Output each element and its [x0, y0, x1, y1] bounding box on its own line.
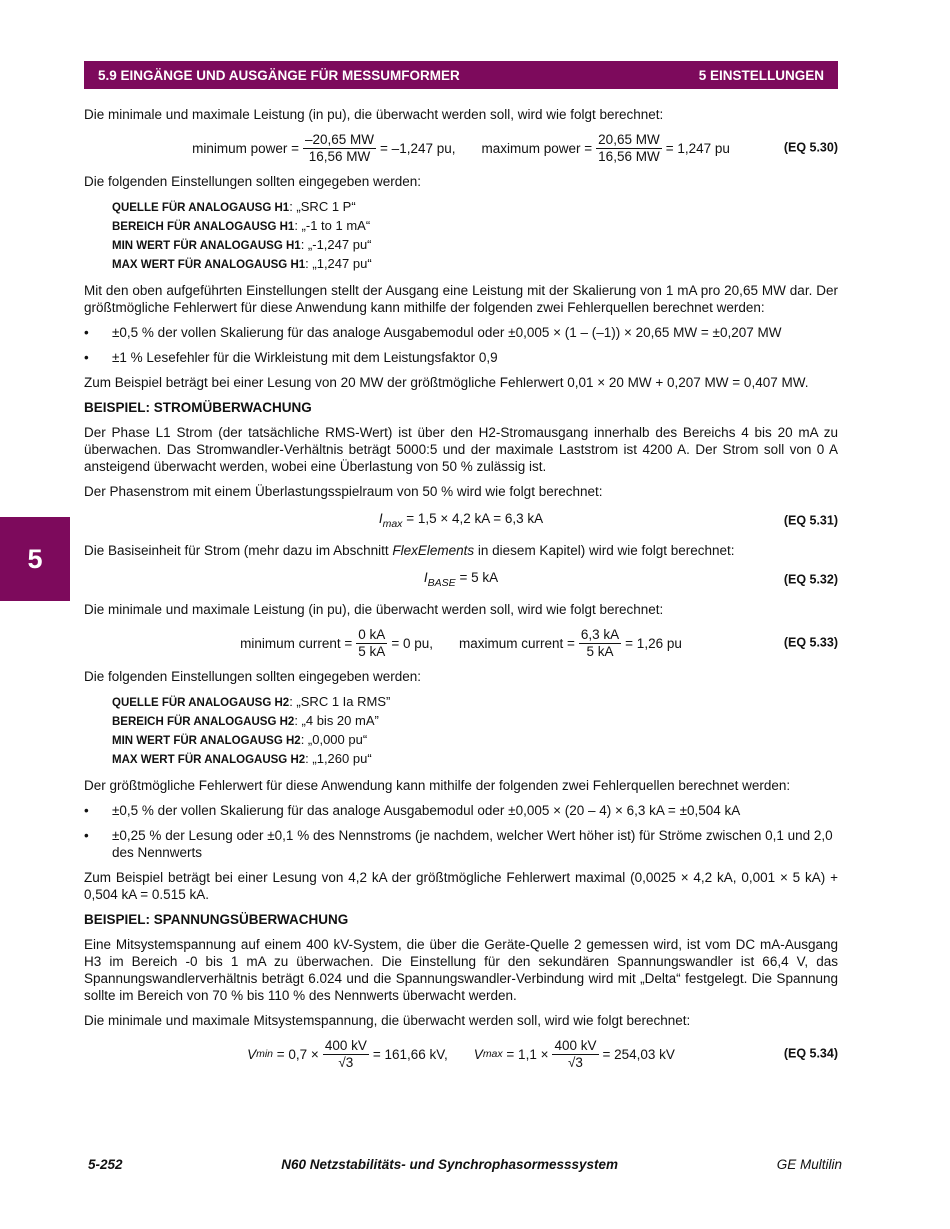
equation-label: (EQ 5.31)	[783, 513, 838, 528]
setting-line: MIN WERT FÜR ANALOGAUSG H2: „0,000 pu“	[112, 732, 368, 747]
settings-list-h1	[112, 198, 838, 274]
paragraph: Die minimale und maximale Mitsystemspannung, die überwacht werden soll, wird wie folgt berechnet:	[84, 1013, 691, 1028]
fraction: $\frac{-20,65 MW}{16,56 MW}$	[305, 131, 375, 164]
section-title: 5.9 EINGÄNGE UND AUSGÄNGE FÜR MESSUMFORMER	[98, 67, 460, 83]
setting-line: BEREICH FÜR ANALOGAUSG H2: „4 bis 20 mA”	[112, 713, 379, 728]
paragraph: Der Phase L1 Strom (der tatsächliche RMS-Wert) ist über den H2-Stromausgang innerhalb des Bereichs 4 bis 20 mA zu überwachen. Das Stromwandler-Verhältnis beträgt 5000:5 und der maximale Laststrom ist 4200 A. Der Strom soll von 0 A ansteigend überwacht werden, wobei eine Überlastung von 50 % zulässig ist.	[84, 425, 838, 474]
setting-line: MAX WERT FÜR ANALOGAUSG H1: „1,247 pu“	[112, 256, 372, 271]
paragraph: Die Basiseinheit für Strom (mehr dazu im Abschnitt FlexElements in diesem Kapitel) wird wie folgt berechnet:	[84, 543, 735, 558]
bullet-item: • ±0,5 % der vollen Skalierung für das analoge Ausgabemodul oder ±0,005 × (20 – 4) × 6,3 kA = ±0,504 kA	[84, 803, 741, 818]
fraction: $\frac{20,65 MW}{16,56 MW}$	[598, 131, 660, 164]
paragraph: Der größtmögliche Fehlerwert für diese Anwendung kann mithilfe der folgenden zwei Fehlerquellen berechnet werden:	[84, 778, 791, 793]
paragraph: Mit den oben aufgeführten Einstellungen stellt der Ausgang eine Leistung mit der Skalierung von 1 mA pro 20,65 MW dar. Der größtmögliche Fehlerwert für diese Anwendung kann mithilfe der folgenden zwei Fehlerquellen berechnet werden:	[84, 283, 838, 315]
bullet-item: • ±0,25 % der Lesung oder ±0,1 % des Nennstroms (je nachdem, welcher Wert höher ist) für Ströme zwischen 0,1 und 2,0 des Nennwerts	[84, 828, 833, 860]
paragraph: Der Phasenstrom mit einem Überlastungsspielraum von 50 % wird wie folgt berechnet:	[84, 484, 603, 499]
brand-name: GE Multilin	[776, 1157, 842, 1172]
equation-5-31: $I_{max} = 1,5 \times 4,2$ kA = 6,3 kA (EQ 5.31)	[378, 510, 838, 530]
fraction: $\frac{400 kV}{√3}$	[554, 1037, 597, 1070]
chapter-side-tab: 5	[0, 517, 70, 601]
page-content	[84, 106, 838, 1079]
bullet-item: • ±1 % Lesefehler für die Wirkleistung mit dem Leistungsfaktor 0,9	[84, 350, 498, 365]
paragraph: Eine Mitsystemspannung auf einem 400 kV-System, die über die Geräte-Quelle 2 gemessen wird, ist vom DC mA-Ausgang H3 im Bereich -0 bis 1 mA zu überwachen. Die Einstellung für den sekundären Spannungswandler ist 66,4 V, das Spannungswandlerverhältnis beträgt 6.024 und die Spannungswandler-Verbindung wird mit „Delta“ festgelegt. Die Spannung sollte im Bereich von 70 % bis 110 % des Nennwerts überwacht werden.	[84, 937, 838, 1003]
equation-label: (EQ 5.30)	[783, 140, 838, 155]
equation-5-32: $I_{BASE} = 5$ kA (EQ 5.32)	[423, 569, 838, 589]
setting-line: BEREICH FÜR ANALOGAUSG H1: „-1 to 1 mA“	[112, 218, 371, 233]
equation-5-34: V min = 0,7 × $\frac{400 kV}{√3}$ = 161,66 kV, V max = 1,1 × $\frac{400 kV}{√3}$ = 254,03 kV (EQ 5.34)	[247, 1037, 838, 1070]
fraction: $\frac{400 kV}{√3}$	[324, 1037, 367, 1070]
equation-label: (EQ 5.34)	[783, 1046, 838, 1061]
setting-line: MIN WERT FÜR ANALOGAUSG H1: „-1,247 pu“	[112, 237, 372, 252]
paragraph: Die minimale und maximale Leistung (in pu), die überwacht werden soll, wird wie folgt berechnet:	[84, 107, 664, 122]
setting-line: QUELLE FÜR ANALOGAUSG H2: „SRC 1 Ia RMS”	[112, 694, 391, 709]
fraction: $\frac{0 kA}{5 kA}$	[358, 626, 386, 659]
equation-5-30: minimum power = $\frac{-20,65 MW}{16,56 MW}$ = –1,247 pu, maximum power = $\frac{20,65 MW}{16,56 MW}$ = 1,247 pu (EQ 5.30)	[192, 131, 838, 164]
chapter-title: 5 EINSTELLUNGEN	[698, 67, 824, 83]
paragraph: Zum Beispiel beträgt bei einer Lesung von 20 MW der größtmögliche Fehlerwert 0,01 × 20 MW + 0,207 MW = 0,407 MW.	[84, 375, 809, 390]
equation-label: (EQ 5.33)	[783, 635, 838, 650]
paragraph: Die folgenden Einstellungen sollten eingegeben werden:	[84, 174, 421, 189]
paragraph: Zum Beispiel beträgt bei einer Lesung von 4,2 kA der größtmögliche Fehlerwert maximal (0,0025 × 4,2 kA, 0,001 × 5 kA) + 0,504 kA = 0.515 kA.	[84, 870, 838, 902]
section-header-bar	[84, 61, 838, 89]
fraction: $\frac{6,3 kA}{5 kA}$	[580, 626, 620, 659]
subsection-heading: BEISPIEL: SPANNUNGSÜBERWACHUNG	[84, 912, 349, 927]
equation-5-33: minimum current = $\frac{0 kA}{5 kA}$ = 0 pu, maximum current = $\frac{6,3 kA}{5 kA}$ = 1,26 pu (EQ 5.33)	[240, 626, 838, 659]
subsection-heading: BEISPIEL: STROMÜBERWACHUNG	[84, 400, 312, 415]
page-number: 5-252	[88, 1157, 123, 1172]
bullet-item: • ±0,5 % der vollen Skalierung für das analoge Ausgabemodul oder ±0,005 × (1 – (–1)) × 20,65 MW = ±0,207 MW	[84, 325, 782, 340]
setting-line: QUELLE FÜR ANALOGAUSG H1: „SRC 1 P“	[112, 199, 356, 214]
page-footer	[88, 1157, 842, 1172]
paragraph: Die minimale und maximale Leistung (in pu), die überwacht werden soll, wird wie folgt berechnet:	[84, 602, 664, 617]
settings-list-h2	[112, 693, 838, 769]
document-title: N60 Netzstabilitäts- und Synchrophasormesssystem	[281, 1157, 619, 1172]
setting-line: MAX WERT FÜR ANALOGAUSG H2: „1,260 pu“	[112, 751, 372, 766]
paragraph: Die folgenden Einstellungen sollten eingegeben werden:	[84, 669, 421, 684]
equation-label: (EQ 5.32)	[783, 572, 838, 587]
